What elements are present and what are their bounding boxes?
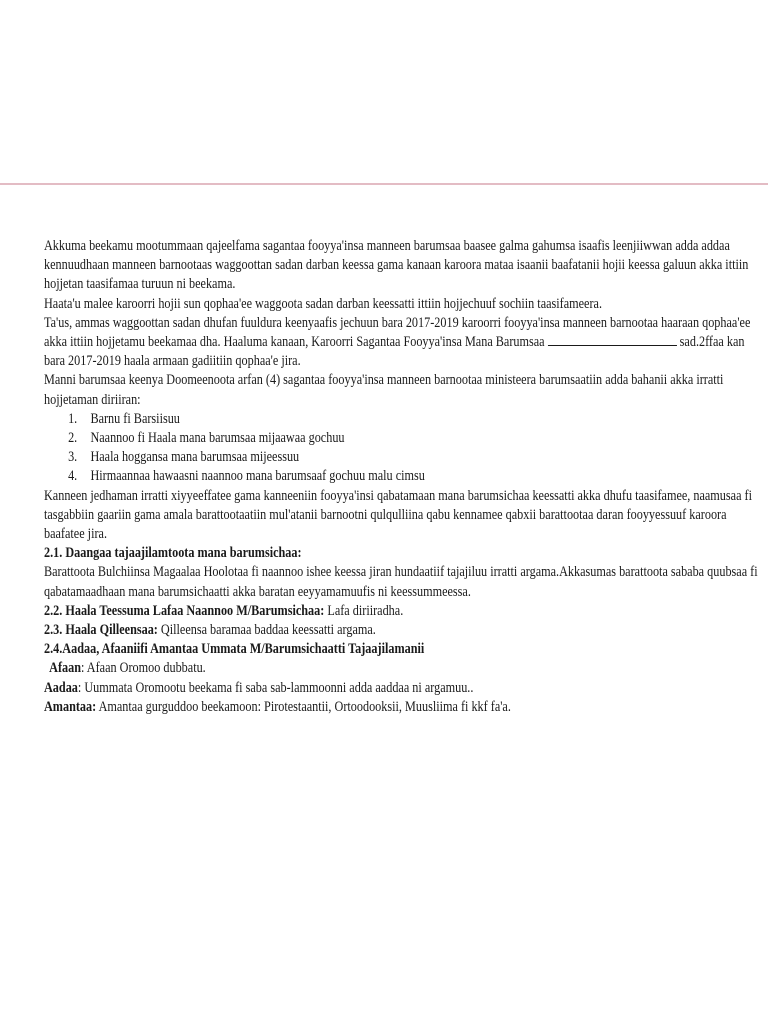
- list-item: [44, 467, 760, 486]
- blank-fill-line: [548, 333, 677, 346]
- afaan-line: [44, 659, 760, 678]
- paragraph-however: Haata'u malee karoorri hojii sun qophaa'ee waggoota sadan darban keessatti ittiin hojjechuuf sochiin taasifameera.: [44, 295, 603, 312]
- page-divider-line: [0, 183, 768, 185]
- afaan-text: : Afaan Oromoo dubbatu.: [81, 660, 206, 677]
- plan-text-a: Ta'us, ammas waggoottan sadan dhufan fuuldura keenyaafis jechuun bara 2017-2019 karoorri fooyya'insa manneen barnootaa haaraan qophaa'ee akka ittiin hojjetamu beekamaa dha. Haaluma kanaan, Karoorri Sagantaa Fooyya'insa Mana Barumsaa: [44, 314, 751, 351]
- amantaa-text: Amantaa gurguddoo beekamoon: Pirotestaantii, Ortoodooksii, Muusliima fi kkf fa'a.: [96, 698, 511, 715]
- amantaa-label: Amantaa:: [44, 698, 97, 715]
- section-2-2: [44, 602, 760, 621]
- list-text: Hirmaannaa hawaasni naannoo mana barumsaaf gochuu malu cimsu: [90, 468, 425, 485]
- list-text: Haala hoggansa mana barumsaa mijeessuu: [90, 449, 300, 466]
- list-item: [44, 448, 760, 467]
- list-text: Naannoo fi Haala mana barumsaa mijaawaa gochuu: [90, 430, 345, 447]
- list-item: [44, 429, 760, 448]
- list-number: 3.: [68, 449, 78, 466]
- amantaa-line: [44, 698, 760, 717]
- section-2-4-heading: 2.4.Aadaa, Afaaniifi Amantaa Ummata M/Barumsichaatti Tajaajilamanii: [44, 641, 425, 658]
- section-2-1-body: Barattoota Bulchiinsa Magaalaa Hoolotaa fi naannoo ishee keessa jiran hundaatiif tajajiluu irratti argama.Akkasumas barattoota sababa quubsaa fi qabatamaadhaan mana barumsichaatti akka baratan eeyyamamuufis ni keessummeessa.: [44, 564, 758, 600]
- aadaa-line: [44, 679, 760, 698]
- list-number: 4.: [68, 468, 78, 485]
- document-body: [44, 237, 760, 717]
- domains-list: [44, 410, 760, 487]
- section-2-2-body: Lafa diriiradha.: [324, 602, 404, 619]
- paragraph-focus: Kanneen jedhaman irratti xiyyeeffatee gama kanneeniin fooyya'insi qabatamaan mana barumsichaa keessatti akka dhufu taasifamee, naamusaa fi tasgabbiin gaariin gama amala barattootaatiin mul'atanii barnootni qulqulliina qabu kennamee qabxii barattootaa daran fooyyessuuf karoora baafatee jira.: [44, 487, 752, 543]
- section-2-1-heading: 2.1. Daangaa tajaajilamtoota mana barumsichaa:: [44, 545, 302, 562]
- list-text: Barnu fi Barsiisuu: [90, 410, 180, 427]
- list-number: 1.: [68, 410, 78, 427]
- section-2-3-heading: 2.3. Haala Qilleensaa:: [44, 622, 158, 639]
- list-item: [44, 410, 760, 429]
- plan-text-b: sad.2ffaa kan bara 2017-2019 haala armaan gadiitiin qophaa'e jira.: [44, 334, 745, 370]
- section-2-3: [44, 621, 760, 640]
- aadaa-label: Aadaa: [44, 679, 78, 696]
- paragraph-plan: [44, 314, 760, 372]
- section-2-3-body: Qilleensa baramaa baddaa keessatti argama.: [157, 622, 376, 639]
- section-2-2-heading: 2.2. Haala Teessuma Lafaa Naannoo M/Barumsichaa:: [44, 602, 325, 619]
- paragraph-domains-intro: Manni barumsaa keenya Doomeenoota arfan (4) sagantaa fooyya'insa manneen barnootaa ministeera barumsaatiin adda bahanii akka irratti hojjetaman diriiran:: [44, 372, 724, 408]
- afaan-label: Afaan: [49, 660, 82, 677]
- list-number: 2.: [68, 430, 78, 447]
- aadaa-text: : Uummata Oromootu beekama fi saba sab-lammoonni adda aaddaa ni argamuu..: [77, 679, 474, 696]
- intro-paragraph: Akkuma beekamu mootummaan qajeelfama sagantaa fooyya'insa manneen barumsaa baasee galma gahumsa isaafis leenjiiwwan adda addaa kennuudhaan manneen barnootaas waggoottan sadan darban keessa gama kanaan karoora mataa isaanii baafatanii hojii keessa galuun akka ittiin hojjetan taasifamaa turuun ni beekama.: [44, 238, 749, 293]
